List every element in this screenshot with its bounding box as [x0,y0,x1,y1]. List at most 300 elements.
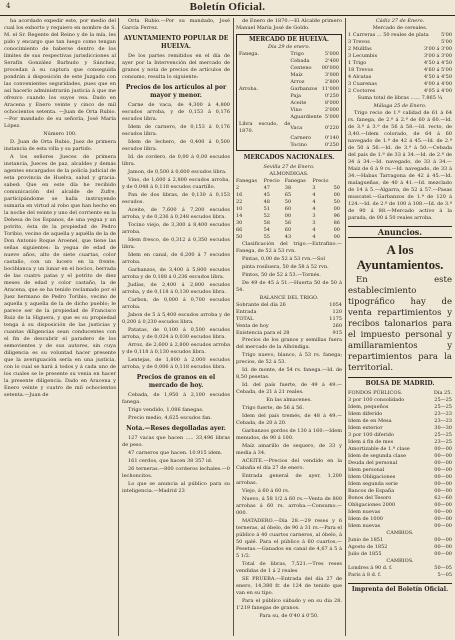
fondos-row-value: 25—25 [434,432,452,438]
grain-cell: 3 [312,220,316,226]
market-item: Garbanzos [290,86,318,92]
cadiz-row-label: 2 Coctores [348,88,376,94]
grain-cell: 52 [263,213,270,219]
cadiz-list [348,32,452,95]
balance-row-label: Sobrante del día 26 [236,302,286,308]
grain-cell: 4 [312,206,316,212]
page-number: 4 [6,2,11,10]
paragraph: Clasificación del trigo.—Extrafino.—Fanega, de 52 á 53 rvn. [236,241,342,254]
grain-cell: 51 [263,206,270,212]
fondos-row [348,523,452,530]
grain-cell: 4 [312,199,316,205]
market-unit [239,107,290,114]
market-row [239,100,339,107]
market-item: Aceite [290,100,307,106]
grain-cell: 54 [263,227,270,233]
market-unit [239,65,290,72]
price-line: Judías, de 2,400 á 2,800 escudos arroba, y de 0,118 á 0,130 escudos libra. [122,282,230,295]
market-row [239,114,339,121]
cadiz-row-value: 3'00 á 3'00 [424,53,452,59]
grain-cell: 50 [236,234,243,240]
paragraph: Entrada general de ayer, 1,200 arrobas. [236,473,342,486]
paragraph: Id. del país fuerte, de 49 á 49.—Cebada, de 21 á 21 reales. [236,382,342,395]
fondos-row-value: 00—00 [434,481,452,487]
paragraph: Garbanzos gordos de 130 á 160.—Idem menudos, de 90 á 100. [236,428,342,441]
market-box [236,34,342,151]
price-line: Precio medio, 4,625 escudos fan. [128,415,212,421]
fondos-row-value: 00—00 [434,502,452,508]
market-table [239,51,339,149]
balance-row-label: Existencia para el 28 [236,330,290,336]
fondos-row-value: 00—00 [434,460,452,466]
grain-cell: 66 [236,227,243,233]
grain-cell: 43 [284,234,292,240]
balance-row-label: Entrada [236,309,257,315]
market-item: Arroz [290,79,305,85]
fondos-row-value: 00—00 [434,523,452,529]
market-price: 2'800 [324,79,339,85]
grain-cell: 30 [236,220,243,226]
fondos-list [348,397,452,530]
market-row [239,86,339,93]
fondos-row [348,404,452,411]
market-item: Trigo [290,51,304,57]
price-line: Lentejas, de 1,800 á 2,000 escudos arroba, y de 0,006 á 0,118 escudos libra. [122,357,230,370]
market-row [239,79,339,86]
paragraph: En las almacenes. [266,397,312,403]
cambios-heading: CAMBIOS. [386,530,414,536]
market-item: Centeno [290,65,312,71]
grain-cell: 86 [333,220,340,226]
fondos-row-value: 23—23 [434,411,452,417]
cadiz-row-value: 3'00 á 3'00 [424,46,452,52]
fondos-row [348,495,452,502]
balance-row-value: 915 [332,330,342,336]
paragraph: Viejo, á 60 á 60 rs. [242,488,290,494]
grain-cell: 00 [284,213,292,219]
grain-col-header: Fanegas [284,178,306,184]
grain-row [236,227,342,234]
paragraph: Maíz amarillo de sequero, de 33 y media á 34. [236,443,342,456]
grain-cell: 00 [333,192,340,198]
fondos-heading: FONDOS PÚBLICOS. [348,390,403,396]
market-row [239,51,339,58]
paragraph: ha acordado expedir este, por medio del cual los exhorto y requiero en nombre de S. M. el Sr. Regente del Reino y de la mía, les pido y encargo que tan luego como tengan conocimiento de haberse dentro de los límites de sus respectivas jurisdicciones al Serafín González Barbudo y Sánchez, procedan á su captura que conseguida pondrán á disposición de este Juzgado con las convenientes seguridades, pues que en así hacerlo administrarán justicia á que me ofrezco cuando los suyos vea. Dado en Aracena y Enero veinte y cinco de mil ochocientos setenta. —Juan de Orta Rubio.—Por mandado de su señoría, José María López. [4,18,116,129]
fondos-date: Día 25. [433,390,452,396]
price-line: Idem de lechero, de 0,400 á 0,500 escudos libra. [122,139,230,152]
grain-cell: 00 [333,234,340,240]
fondos-row-label: Idem personal [348,467,385,473]
announcements-heading: Anuncios. [348,226,452,238]
total-line: Suma total de libras ...... 7.865 ¼ [357,95,443,101]
market-heading: MERCADO DE HUELVA. [249,36,329,43]
cadiz-row-value: 4'50 á 4'50 [424,74,452,80]
section-number: Número 100. [43,131,77,137]
paragraph: SE PRUEBA.—Entrada del día 27 de enero, 14,380 fr. de 124 de tenido que van en su tipo. [236,576,342,596]
fondos-row-value: 00—00 [434,516,452,522]
market-price: 00'000 [321,65,339,71]
section-heading: AYUNTAMIENTO POPULAR DE HUELVA. [123,35,229,50]
price-line: Pan de dos libras, de 0,130 á 0,153 escudos. [122,192,230,205]
fondos-row [348,467,452,474]
grain-cell: 65 [284,192,292,198]
cadiz-row-label: 2 Mullfas [348,46,372,52]
grain-cell: 45 [263,192,270,198]
fondos-row-label: Idem de en Mesa [348,418,392,424]
paragraph: Trigo recio de 1.ª calidad de 61 á 64 rs. fanega, de 2.ª á 2.ª de 60 á 60.—Id. de 3.ª á 3.ª de 56 á 58.—Id. recto, de 3,40.—Idem colorado, de 64 á 60 navegado de 1.ª de 42 á 45.—Id. de 2.ª de 50 á 56.—Id. de 3.ª á 50.—Cebada del país de 1.ª de 33 á 34.—Id. de 2.ª de 34 á 34.—Id. navegado, de 33 á 34.—Maíz de 6 á 9 rs.—Id. navegado, de 33 á 34.—Habas Tarragona de 42 á 45.—Id. malagueñas, de 40 á 41.—Id. mezclado de 14 á 5.—Algarra, de 52 á 57.—Pasas muscatel.—Garbanzos de 1.ª de 120 á 124.—Id. de 2.ª de 100 á 108.—Id. de 3.ª de 90 á 88.—Mercado activo á la parada, de 00 á 50 reales arroba. [348,110,452,221]
price-line: Jamon, de 0,500 á 0,600 escudos libra. [128,169,227,175]
cambios-row-label: Junio de 1851 [348,537,384,543]
market-price: 0'140 [324,135,339,141]
fondos-row-label: Idem segunda serie [348,481,398,487]
paragraph: A los señores Jueces de primera instancia, Jueces de paz, alcaldes y demás agentes encargados de la policía judicial de esta provincia de Huelva, salud y gracia: sabed: Que en este día he recibido comunicación del alcalde de Zufre, participándome se halla instruyendo sumaria en virtud al robo que han hecho en la noche del veinte y uno del corriente en la Dehesa de los Espanos, de una yegua y un potrito, ésta de la propiedad de Pedro Toribio, vecino de aquella y aquélla de la de Don Antonio Roque Aroenel, que tiene las señas siguientes: la yegua de edad de nueve años, alto de siete cuartas, color castaño, con un lucero en la frente, bociblanca y un lunar en el hocico, herrada de las cuatro patas y el potrito de diez meses de edad y color castaño, la de Aracena, que se ha tenido reclamado por el Juez hermano de Pedro Toribio, vecino de aquella y aquella de la de dicho pueblo; le parece ser de la propiedad de Francisco Ruiz de la Higuera, y que es su propiedad tenga á su disposición de las justicias y cuantas diligencias sean conducentes con el fin de descubrir el paradero de los semovientes y de sus autores, sin cuya diligencia es su voluntad hacer presente que la averiguación sería en una justicia, con lo cual se hará á todos y á cada uno de los cuales se le presente su venia en hacer la presente diligencia. Dado en Aracena y Enero veinte y cuatro de mil ochocientos setenta.—Juan de [4,154,116,398]
fondos-row-value: 00—00 [434,488,452,494]
cambios-row-value: 00—00 [434,544,452,550]
fondos-row [348,460,452,467]
market-unit [239,142,290,149]
column-divider [233,18,234,636]
fondos-row [348,411,452,418]
cambios-row-label: Agosto de 1852 [348,544,388,550]
fondos-row-value: 00—00 [434,467,452,473]
market-item: Maíz [290,72,303,78]
market-unit [239,114,290,121]
fondos-row-label: Idem de segunda clase [348,453,407,459]
market-row [239,135,339,142]
balance-row [236,323,342,330]
cambios-row-value: 00—00 [434,537,452,543]
grain-cell: 00 [333,227,340,233]
paragraph: D. Juan de Orta Rubio, Juez de primera instancia de esta villa y su partido. [4,139,116,152]
grain-cell: 14 [236,213,243,219]
cambios2-list [348,565,452,579]
paragraph: Idem del país tremés, de 48 á 49.—Cebada, de 20 á 20. [236,413,342,426]
cadiz-row [348,88,452,95]
sevilla-date: Sevilla 27 de Enero. [263,164,315,170]
reses-heading: Nota.—Reses degolladas ayer. [126,425,226,432]
market-item: Aguardiente [290,114,322,120]
fondos-row [348,481,452,488]
cadiz-row [348,74,452,81]
cadiz-row-label: 4 Alcatas [348,74,372,80]
market-unit [239,93,290,100]
paragraph: Trigo fuerte, de 56 á 56. [242,405,304,411]
grain-cell: 38 [284,185,292,191]
price-line: Carne de vaca, de 4,300 á 4,800 escudos arroba, y de 0,153 á 0,176 escudos libra. [122,102,230,122]
fondos-row-label: Idem, pequeños [348,404,389,410]
fondos-header [348,390,452,397]
paragraph: Id. de monte, de 54 rs. fanega.—Id. de 8,50 pesetas. [236,367,342,380]
grain-header-row [236,178,342,185]
market-price: 5'000 [324,114,339,120]
paragraph: de Enero de 1870.—El Alcalde primero Manuel María José de Goldo. [236,18,342,31]
fondos-row [348,418,452,425]
paragraph: Pintos, 50 de 52 á 53.—Tornés. [242,272,321,278]
market-unit [239,135,290,142]
price-line: Aceite, de 7,600 á 7,200 escudos arroba, y de 0,236 á 0,248 escudos libra. [122,207,230,220]
fondos-row [348,432,452,439]
fondos-row [348,446,452,453]
cadiz-row [348,46,452,53]
balance-row [236,316,342,323]
imprint: Imprenta del Boletín Oficial. [348,583,452,593]
grain-cell: 16 [236,192,243,198]
cambios2-row-label: Londres á 90 d. f. [348,565,393,571]
price-line: 127 vacas que hacen ..... 33,496 libras de peso. [122,435,230,448]
cadiz-row-label: 18 Trevos [348,67,374,73]
fondos-row-value: 00—00 [434,474,452,480]
fondos-row [348,439,452,446]
market-item: Tocino [290,142,307,148]
cambios-row [348,551,452,558]
grain-cell: 47 [263,185,270,191]
cadiz-row [348,60,452,67]
market-item: Vino [290,107,302,113]
balance-row [236,309,342,316]
grain-cell: 4 [312,234,316,240]
column-1 [4,18,116,636]
fondos-row-label: Bonos del Tesoro [348,495,392,501]
fondos-row-label: Idem nuevas [348,523,381,529]
paragraph: MATADERO.—Día 28.—29 reses y 6 terneras, al óbelo, de 90 á 31 rs.—Para el público á 40 cuartos carneros, al óbelo, á 50 qalé. Para el público á 60 cuartos.—Pesetas.—Ganados en canal de 4,67 á 5 á 5 1/2. [236,518,342,559]
fondos-row [348,397,452,404]
fondos-row-value: 00—00 [434,446,452,452]
fondos-row-label: Idem de 1000 [348,516,383,522]
grain-cell: 50 [333,199,340,205]
grain-cell: 50 [284,199,292,205]
fondos-row-value: 62—60 [434,495,452,501]
price-line: Id. de cordero, de 0,00 á 0,00 escudos libra. [122,154,230,167]
fondos-row-label: Obligaciones 2000 [348,502,396,508]
cadiz-row-label: 1 Trigo [348,60,367,66]
paragraph: Para su, de 0'40 á 0'50. [259,613,319,619]
fondos-row-label: Bancos de España [348,488,395,494]
fondos-row-value: 25—25 [434,397,452,403]
grain-cell: 4 [312,227,316,233]
grain-cell: 2 [236,185,240,191]
fondos-row-label: Deuda del personal [348,460,398,466]
grain-row [236,206,342,213]
market-row [239,121,339,135]
fondos-row-label: Idem Obligaciones [348,474,396,480]
fondos-row [348,474,452,481]
cadiz-row [348,81,452,88]
market-row [239,107,339,114]
fondos-row-label: 3 por 100 diferido [348,432,394,438]
grain-cell: 4 [312,192,316,198]
market-price: 11'000 [321,86,339,92]
page-title: Boletín Oficial. [189,1,266,13]
fondos-row-label: Idem á fin de mes [348,439,394,445]
fondos-row-value: 23—25 [434,439,452,445]
price-line: Garbanzos, de 3,400 á 5,800 escudos arroba y de 0,188 á 0,236 escudos libra. [122,267,230,280]
paragraph: Nuevo, á 58 1/2 á 60 rs.—Venta de 800 arrobas á 60 rs. arroba.—Consumo.—000. [236,496,342,516]
grain-cell: 50 [333,185,340,191]
market-price: 0'250 [324,93,339,99]
grain-col-header: Precio [263,178,280,184]
paragraph: ACEITE.—Precios del vendido en la Cabaña el día 27 de enero. [236,458,342,471]
grain-cell: 3 [312,185,316,191]
cadiz-row-value: 5'00 [441,32,452,38]
market-price: 3'000 [324,72,339,78]
paragraph: Total de libras, 7,521.—Tres reses vendidas de 1 á 2 reales [236,561,342,574]
column-3 [236,18,342,636]
price-line: 47 carneros que hacen. 10.915 idem. [128,450,223,456]
cambios-row-label: Julio de 1855 [348,551,382,557]
national-markets-heading: MERCADOS NACIONALES. [243,154,335,161]
paragraph: Orta Rubio.—Por su mandado, José García Ferrez. [122,18,230,31]
cadiz-row-value: 4'05 á 4'00 [424,88,452,94]
market-unit [239,79,290,86]
cambios-list [348,537,452,558]
paragraph: De 49 de 45 á 51.—Huerta 50 de 50 á 54. [236,280,342,293]
cambios-row-value: 00—00 [434,551,452,557]
market-row [239,93,339,100]
grain-row [236,192,342,199]
prices-heading: Precios de los artículos al por mayor y menor. [125,84,227,99]
fondos-row-label: Amortizable de 1.ª clase [348,446,410,452]
market-unit [239,58,290,65]
balance-row-value: 120 [332,309,342,315]
column-divider [118,18,119,636]
fondos-row-label: 3 por 100 consolidado [348,397,405,403]
cambios2-row-label: París á 8 d. f. [348,572,382,578]
cadiz-row-label: 3 Lecumbis [348,53,378,59]
grain-cell: 60 [284,227,292,233]
cambios2-row [348,565,452,572]
price-line: Tocino viejo, de 3,300 á 8,400 escudos arroba. [122,222,230,235]
market-row [239,72,339,79]
fondos-row-value: 23—23 [434,418,452,424]
grain-cell: 56 [284,220,292,226]
market-unit [239,100,290,107]
cambios2-row [348,572,452,579]
fondos-row [348,425,452,432]
fondos-row [348,453,452,460]
column-divider [345,18,346,636]
grain-heading: Precios de granos en el mercado de hoy. [136,374,216,389]
balance-row-value: 1054 [329,302,342,308]
price-line: Vino, de 1,600 á 2,800 escudos arroba, y de 0,048 á 0,118 escudos cuartillo. [122,177,230,190]
balance-row-value: 260 [332,323,342,329]
fondos-row-value: 00—00 [434,453,452,459]
market-item: Carnero [290,135,312,141]
market-row [239,58,339,65]
price-line: Idem fresco, de 0,312 á 0,350 escudos libra. [122,237,230,250]
fondos-row-label: Idem nuevas [348,509,381,515]
price-line: Carbon, de 0,000 á 0,700 escudos arroba. [122,297,230,310]
price-line: Idem de carnero, de 0,153 á 0,176 escudos libra. [122,124,230,137]
price-line: Arroz, de 2,600 á 2,800 escudos arroba y de 0,118 á 0,130 escudos libra. [122,342,230,355]
grain-row [236,213,342,220]
grain-row [236,234,342,241]
cambios-row [348,537,452,544]
fondos-row-value: 30—30 [434,425,452,431]
cambios-row [348,544,452,551]
grain-row [236,199,342,206]
cadiz-row [348,67,452,74]
market-unit: Libra escudo, de 1870. [239,121,291,134]
cadiz-row-label: 1 Carreras ... 50 reales de plata [348,32,429,38]
grain-cell: 00 [333,206,340,212]
bolsa-heading: BOLSA DE MADRID. [348,377,452,388]
market-price: 0'250 [324,142,339,148]
market-unit: Arroba. [239,86,259,92]
balance-row-value: 1175 [329,316,342,322]
price-line: Cebada, de 1,950 á 2,100 escudos fanega. [122,392,230,405]
cadiz-row-value: 5'00 [441,39,452,45]
fondos-row-value: 00—00 [434,509,452,515]
cadiz-row-value: 4'00 á 4'00 [424,81,452,87]
fondos-row-label: Idem exterior [348,425,383,431]
paragraph: Lo que se anuncia al público para su inteligencia.—Madrid 23 [122,481,230,494]
fondos-row [348,509,452,516]
market-item: Paja [290,93,302,99]
market-price: 2'000 [324,107,339,113]
price-line: Jabon de 5 á 5,400 escudos arroba y de 0,200 á 0,230 escudos libra. [122,312,230,325]
fondos-row [348,502,452,509]
cadiz-row [348,39,452,46]
grain-row [236,220,342,227]
paragraph: pinta rosiluera, 50 de 58 á 52 rvn. [242,264,329,270]
balance-row [236,330,342,337]
price-line: 26 terneras.—800 corderos lechales.—0 lechoncitos. [122,466,230,479]
grain-col-header: Precio [312,178,329,184]
cadiz-heading: Cádiz 27 de Enero. [375,18,425,24]
grain-col-header: Fanegas [236,178,258,184]
cambios2-row-value: 50—05 [434,565,452,571]
balance-row-label: TOTAL [236,316,254,322]
fondos-row-label: Idem diferido [348,411,383,417]
cadiz-subheading: Mercado de cereales. [372,25,428,31]
cadiz-row [348,32,452,39]
market-unit: Fanega. [239,51,260,57]
fondos-row [348,488,452,495]
almondigas-heading: ALMONDIGAS. [269,171,309,177]
market-row [239,142,339,149]
market-price: 2'400 [324,58,339,64]
grain-cell: 60 [284,206,292,212]
grain-table [236,178,342,241]
market-item: Cebada [290,58,310,64]
grain-cell: 58 [263,220,270,226]
market-price: 5'000 [324,51,339,57]
cadiz-row-label: 3 Cuarenas [348,81,377,87]
fondos-row [348,516,452,523]
market-date: Día 29 de enero. [268,44,310,50]
cadiz-row-label: 3 Trevos [348,39,370,45]
fondos-row-value: 25—25 [434,404,452,410]
cambios2-row-value: 5—05 [437,572,452,578]
paragraph: Trigo nuevo, blanco, á 53 rs. fanega; precios, de 52 á 53. [236,352,342,365]
market-price: 8'000 [324,100,339,106]
malaga-heading: Málaga 25 de Enero. [373,103,427,109]
paragraph: De los partes remitidos en el día de ayer por la Intervención del mercado de granos y nota de precios de artículos de consumo, resulta lo siguiente: [122,53,230,80]
column-4 [348,18,452,636]
price-line: Idem en canal, de 6,200 á 7 escudos arroba. [122,252,230,265]
paragraph: Para el público sábado y en su dia 28. 1'219 fanegas de granos. [236,598,342,611]
grain-cell: 48 [263,199,270,205]
price-line: Patatas, de 0,100 á 0,500 escudos arroba, y de 0,024 á 0,030 escudos libra. [122,327,230,340]
cadiz-row-value: 4'60 á 5'00 [424,67,452,73]
grain-cell: 10 [236,206,243,212]
cadiz-row [348,53,452,60]
grain-row [236,185,342,192]
masthead [0,0,455,16]
market-row [239,65,339,72]
paragraph: Precios de los granos y semillas fuera del mercado de la Alhóndiga. [236,337,342,350]
paragraph: Pintas, 0,00 de 52 á 53 rvn.—Sol [242,256,325,262]
